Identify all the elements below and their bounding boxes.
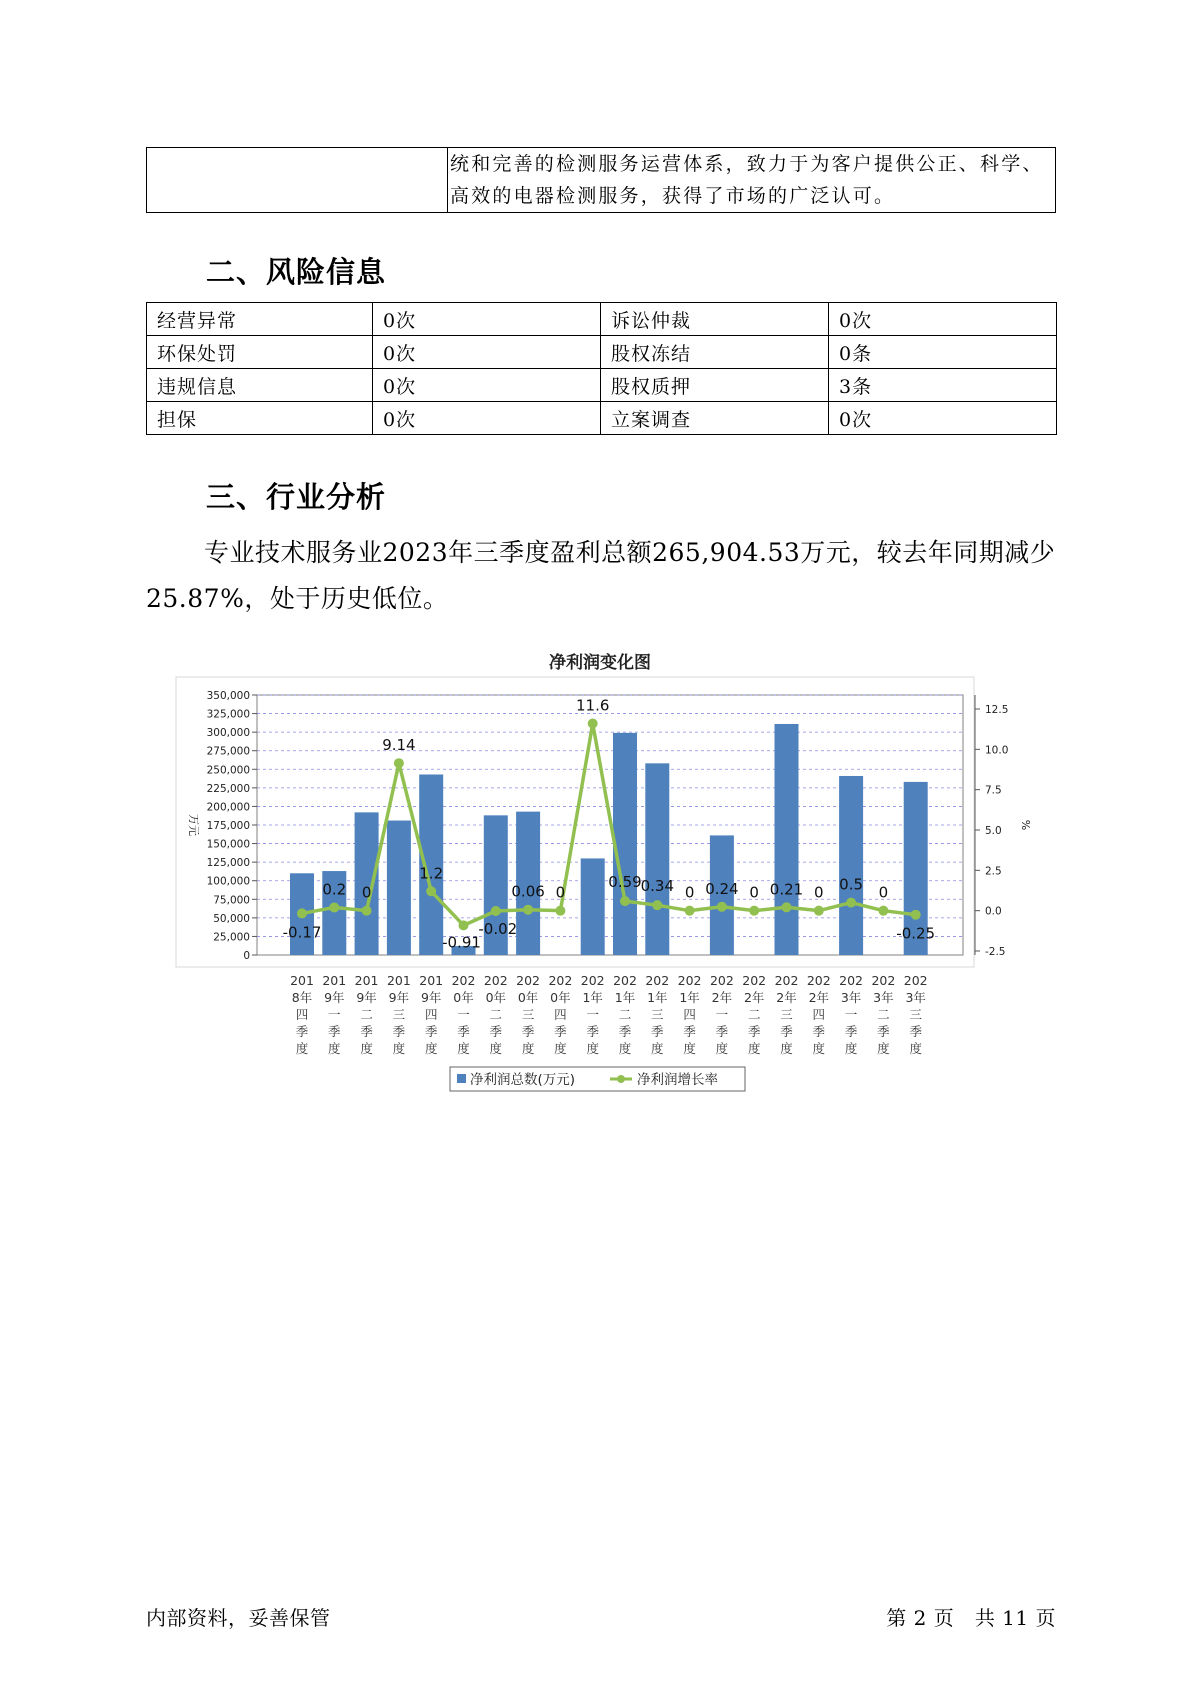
x-tick-label: 1年 (679, 990, 700, 1005)
x-tick-label: 三 (651, 1007, 664, 1022)
risk-key-cell: 股权质押 (601, 369, 829, 402)
x-tick-label: 201 (322, 973, 347, 988)
risk-value-cell: 3条 (829, 369, 1057, 402)
bar (775, 724, 799, 955)
x-tick-label: 四 (554, 1007, 567, 1022)
x-tick-label: 四 (812, 1007, 826, 1022)
risk-value-cell: 0次 (373, 336, 601, 369)
y2-tick-label: 5.0 (985, 825, 1002, 837)
y-tick-label: 175,000 (206, 820, 250, 832)
data-label: 0.2 (322, 880, 347, 899)
growth-point (523, 905, 533, 915)
x-tick-label: 2年 (776, 990, 797, 1005)
x-tick-label: 201 (290, 973, 314, 988)
growth-point (491, 906, 501, 916)
y2-tick-label: 0.0 (985, 905, 1002, 918)
x-tick-label: 一 (586, 1007, 599, 1022)
x-tick-label: 季 (392, 1024, 406, 1039)
x-tick-label: 季 (586, 1024, 599, 1039)
x-tick-label: 202 (871, 973, 896, 988)
growth-point (426, 886, 436, 896)
x-tick-label: 9年 (388, 990, 410, 1005)
x-tick-label: 季 (844, 1024, 858, 1039)
chart-title: 净利润变化图 (549, 653, 651, 673)
bar (387, 821, 411, 955)
x-tick-label: 四 (295, 1007, 309, 1022)
data-label: 0.5 (839, 875, 864, 894)
x-tick-label: 一 (328, 1007, 341, 1022)
y-tick-label: 25,000 (213, 931, 250, 944)
x-tick-label: 202 (451, 973, 476, 988)
x-tick-label: 9年 (324, 990, 345, 1005)
intro-right-cell (448, 148, 1056, 213)
footer-right: 第 2 页 共 11 页 (886, 1606, 1056, 1630)
x-tick-label: 度 (877, 1041, 890, 1056)
y-tick-label: 225,000 (206, 782, 250, 795)
x-tick-label: 季 (521, 1024, 535, 1039)
x-tick-label: 度 (295, 1041, 309, 1056)
y2-tick-label: 2.5 (985, 865, 1002, 878)
y2-tick-label: -2.5 (985, 946, 1006, 958)
data-label: -0.25 (896, 924, 936, 943)
growth-point (685, 906, 695, 916)
x-tick-label: 度 (360, 1041, 373, 1056)
x-tick-label: 1年 (582, 990, 603, 1005)
x-tick-label: 2年 (743, 990, 765, 1005)
growth-point (329, 902, 339, 912)
growth-point (555, 906, 565, 916)
data-label: -0.91 (442, 933, 481, 952)
risk-value-cell: 0次 (373, 369, 601, 402)
risk-row (147, 369, 1057, 402)
x-tick-label: 二 (877, 1007, 890, 1022)
x-tick-label: 1年 (647, 990, 668, 1005)
y2-tick-label: 10.0 (985, 744, 1009, 757)
y-tick-label: 325,000 (206, 708, 250, 721)
x-tick-label: 度 (328, 1041, 341, 1056)
data-label: 0 (684, 883, 695, 902)
x-tick-label: 3年 (905, 990, 926, 1005)
x-tick-label: 季 (812, 1024, 826, 1039)
industry-paragraph-text: 专业技术服务业2023年三季度盈利总额265,904.53万元，较去年同期减少25.87%，处于历史低位。 (146, 538, 1056, 613)
x-tick-label: 季 (489, 1024, 503, 1039)
x-tick-label: 3年 (840, 990, 862, 1005)
bar (613, 733, 637, 955)
data-label: 0.21 (769, 880, 804, 899)
intro-table (146, 147, 1056, 213)
x-tick-label: 度 (651, 1041, 664, 1056)
x-tick-label: 季 (877, 1024, 890, 1039)
growth-point (878, 906, 888, 916)
x-tick-label: 9年 (356, 990, 377, 1005)
x-tick-label: 二 (747, 1007, 761, 1022)
x-tick-label: 度 (715, 1041, 729, 1056)
y-tick-label: 350,000 (206, 690, 250, 702)
x-tick-label: 季 (683, 1024, 696, 1039)
y-tick-label: 100,000 (206, 875, 250, 888)
data-label: 0 (361, 883, 372, 902)
risk-row (147, 336, 1057, 369)
data-label: 1.2 (419, 864, 444, 883)
x-tick-label: 三 (392, 1007, 406, 1022)
x-tick-label: 度 (812, 1041, 826, 1056)
x-tick-label: 度 (554, 1041, 567, 1056)
x-tick-label: 201 (354, 973, 379, 988)
x-tick-label: 202 (742, 973, 767, 988)
x-tick-label: 202 (709, 973, 734, 988)
risk-key-cell: 环保处罚 (147, 336, 373, 369)
data-label: 9.14 (382, 736, 416, 755)
data-label: 0 (878, 883, 889, 902)
y-tick-label: 75,000 (213, 894, 250, 907)
x-tick-label: 202 (613, 973, 637, 988)
x-tick-label: 202 (774, 973, 799, 988)
x-tick-label: 0年 (453, 990, 474, 1005)
x-tick-label: 季 (780, 1024, 793, 1039)
risk-value-cell: 0条 (829, 336, 1057, 369)
x-tick-label: 0年 (550, 990, 571, 1005)
y2-tick-label: 7.5 (985, 784, 1002, 797)
intro-text: 统和完善的检测服务运营体系，致力于为客户提供公正、科学、高效的电器检测服务，获得了市场的广泛认可。 (450, 153, 1044, 207)
x-tick-label: 202 (483, 973, 508, 988)
x-tick-label: 度 (780, 1041, 793, 1056)
y-tick-label: 275,000 (206, 745, 250, 758)
x-tick-label: 201 (386, 973, 411, 988)
growth-point (620, 896, 630, 906)
x-tick-label: 三 (521, 1007, 535, 1022)
industry-section-title: 三、行业分析 (206, 480, 387, 514)
x-tick-label: 一 (715, 1007, 729, 1022)
x-tick-label: 季 (554, 1024, 567, 1039)
x-tick-label: 度 (909, 1041, 922, 1056)
data-label: 0 (749, 883, 759, 902)
risk-key-cell: 违规信息 (147, 369, 373, 402)
x-tick-label: 1年 (614, 990, 636, 1005)
risk-value-cell: 0次 (829, 402, 1057, 435)
growth-point (459, 920, 469, 930)
x-tick-label: 季 (360, 1024, 373, 1039)
bar (839, 776, 863, 955)
x-tick-label: 202 (548, 973, 573, 988)
x-tick-label: 季 (651, 1024, 664, 1039)
growth-point (814, 906, 824, 916)
x-tick-label: 度 (844, 1041, 858, 1056)
x-tick-label: 2年 (808, 990, 830, 1005)
x-tick-label: 度 (586, 1041, 599, 1056)
x-tick-label: 季 (457, 1024, 470, 1039)
x-tick-label: 度 (457, 1041, 470, 1056)
growth-point (911, 910, 921, 920)
industry-paragraph (146, 530, 1056, 622)
x-tick-label: 度 (747, 1041, 761, 1056)
growth-point (846, 898, 856, 908)
data-label: -0.02 (478, 919, 518, 938)
legend-bar-label: 净利润总数(万元) (470, 1072, 576, 1088)
y2-tick-label: 12.5 (985, 704, 1009, 716)
x-tick-label: 季 (747, 1024, 761, 1039)
x-tick-label: 202 (580, 973, 605, 988)
risk-row (147, 303, 1057, 336)
y-axis-label: 万元 (187, 814, 200, 836)
risk-key-cell: 立案调查 (601, 402, 829, 435)
y2-axis-label: % (1019, 819, 1032, 831)
net-profit-chart (0, 640, 1191, 1110)
x-tick-label: 度 (489, 1041, 503, 1056)
x-tick-label: 一 (457, 1007, 470, 1022)
x-tick-label: 二 (618, 1007, 632, 1022)
x-tick-label: 度 (683, 1041, 696, 1056)
growth-point (394, 758, 404, 768)
x-tick-label: 季 (328, 1024, 341, 1039)
y-tick-label: 250,000 (206, 764, 250, 777)
risk-key-cell: 担保 (147, 402, 373, 435)
x-tick-label: 3年 (873, 990, 894, 1005)
x-tick-label: 四 (683, 1007, 696, 1022)
data-label: 11.6 (575, 696, 610, 715)
growth-point (362, 906, 372, 916)
y-tick-label: 0 (243, 950, 250, 962)
growth-point (652, 900, 662, 910)
x-tick-label: 9年 (420, 990, 442, 1005)
x-tick-label: 一 (844, 1007, 858, 1022)
x-tick-label: 度 (392, 1041, 406, 1056)
legend-bar-swatch (457, 1074, 466, 1083)
x-tick-label: 8年 (291, 990, 313, 1005)
x-tick-label: 2年 (711, 990, 733, 1005)
growth-point (717, 902, 727, 912)
x-tick-label: 四 (424, 1007, 438, 1022)
x-tick-label: 二 (360, 1007, 373, 1022)
bar (645, 763, 669, 955)
intro-left-cell (147, 148, 448, 213)
growth-point (297, 908, 307, 918)
data-label: 0 (555, 883, 566, 902)
x-tick-label: 三 (780, 1007, 793, 1022)
y-tick-label: 300,000 (206, 727, 250, 740)
risk-value-cell: 0次 (829, 303, 1057, 336)
growth-point (749, 906, 759, 916)
risk-section-title: 二、风险信息 (206, 255, 387, 289)
x-tick-label: 202 (806, 973, 831, 988)
x-tick-label: 202 (839, 973, 864, 988)
y-tick-label: 150,000 (206, 838, 250, 851)
x-tick-label: 季 (618, 1024, 632, 1039)
risk-value-cell: 0次 (373, 303, 601, 336)
growth-point (588, 719, 598, 729)
x-tick-label: 202 (903, 973, 928, 988)
footer-left: 内部资料，妥善保管 (146, 1606, 331, 1630)
risk-value-cell: 0次 (373, 402, 601, 435)
bar (581, 858, 605, 955)
risk-key-cell: 股权冻结 (601, 336, 829, 369)
x-tick-label: 0年 (517, 990, 539, 1005)
y-tick-label: 200,000 (206, 801, 250, 814)
risk-key-cell: 经营异常 (147, 303, 373, 336)
data-label: -0.17 (282, 923, 322, 942)
x-tick-label: 202 (677, 973, 702, 988)
x-tick-label: 201 (419, 973, 444, 988)
x-tick-label: 三 (909, 1007, 922, 1022)
x-tick-label: 度 (618, 1041, 632, 1056)
x-tick-label: 季 (424, 1024, 438, 1039)
data-label: 0.59 (608, 873, 642, 892)
x-tick-label: 季 (909, 1024, 922, 1039)
legend-line-label: 净利润增长率 (637, 1072, 718, 1088)
x-tick-label: 0年 (485, 990, 507, 1005)
x-tick-label: 度 (424, 1041, 438, 1056)
risk-key-cell: 诉讼仲裁 (601, 303, 829, 336)
x-tick-label: 季 (295, 1024, 309, 1039)
data-label: 0.34 (640, 877, 675, 896)
y-tick-label: 125,000 (206, 857, 250, 870)
x-tick-label: 202 (516, 973, 541, 988)
legend-line-marker (617, 1075, 625, 1083)
x-tick-label: 202 (645, 973, 670, 988)
data-label: 0.06 (511, 882, 545, 901)
risk-table (146, 302, 1057, 435)
x-tick-label: 二 (489, 1007, 503, 1022)
data-label: 0 (814, 883, 824, 902)
risk-row (147, 402, 1057, 435)
y-tick-label: 50,000 (213, 912, 250, 925)
x-tick-label: 季 (715, 1024, 729, 1039)
data-label: 0.24 (705, 879, 739, 898)
x-tick-label: 度 (521, 1041, 535, 1056)
growth-point (782, 902, 792, 912)
